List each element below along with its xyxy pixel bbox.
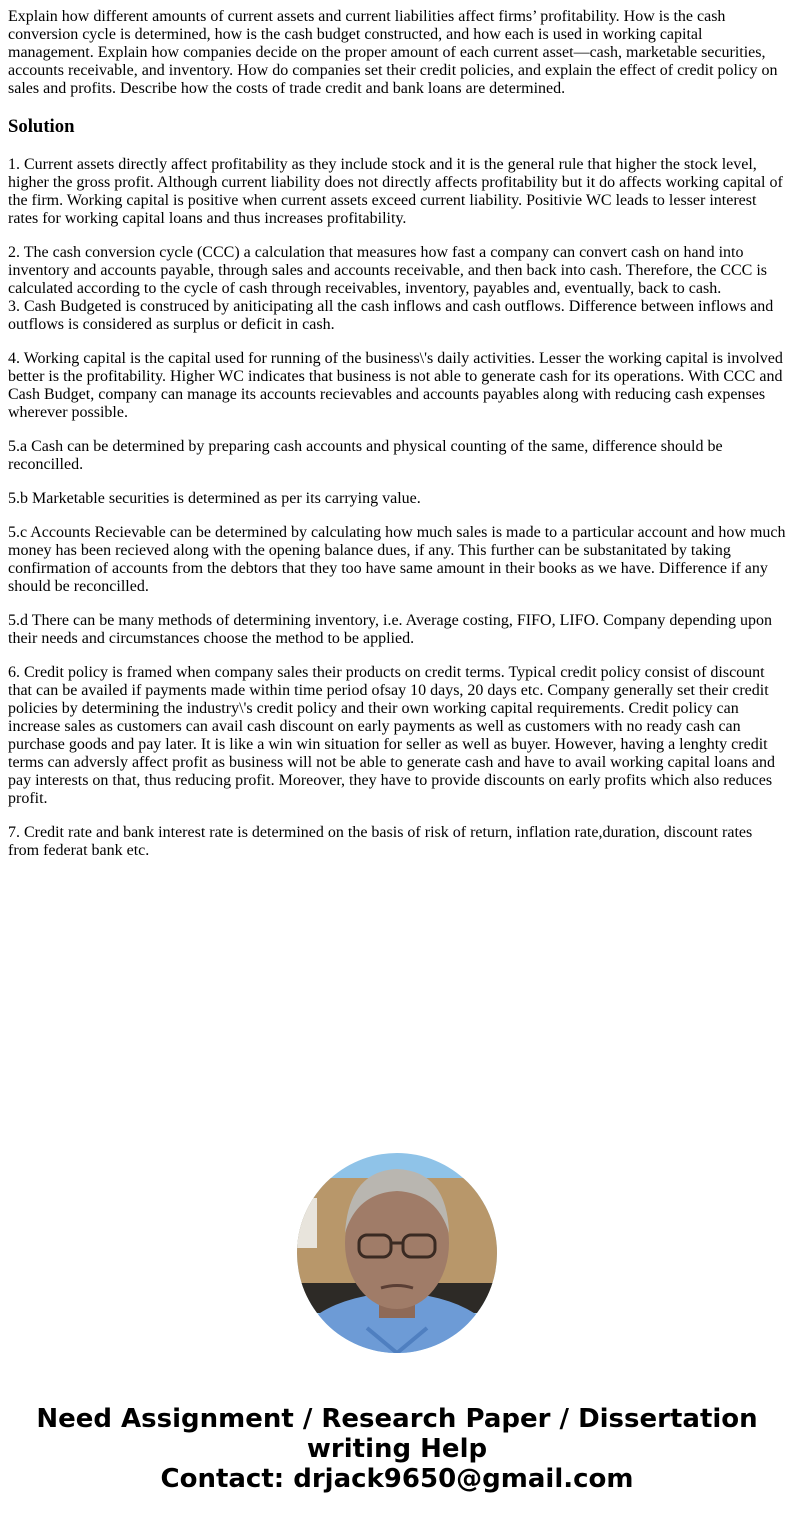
author-avatar: [297, 1153, 497, 1353]
promo-banner: [0, 1404, 794, 1494]
portrait-image: [297, 1153, 497, 1353]
solution-heading: Solution: [8, 116, 75, 137]
answer-paragraph-7: 7. Credit rate and bank interest rate is determined on the basis of risk of return, inflation rate,duration, discount rates from federat bank etc.: [8, 824, 753, 859]
promo-line-1: Need Assignment / Research Paper / Dissertation: [36, 1404, 758, 1434]
answer-paragraph-5c: 5.c Accounts Recievable can be determined by calculating how much sales is made to a particular account and how much money has been recieved along with the opening balance dues, if any. This further can be substanitated by taking confirmation of accounts from the debtors that they too have same amount in their books as we have. Difference if any should be reconcilled.: [8, 524, 786, 595]
promo-contact: Contact: drjack9650@gmail.com: [160, 1464, 634, 1494]
answer-paragraph-6: 6. Credit policy is framed when company sales their products on credit terms. Typical credit policy consist of discount that can be availed if payments made within time period ofsay 10 days, 20 days etc. Company generally set their credit policies by determining the industry\'s credit policy and their own working capital requirements. Credit policy can increase sales as customers can avail cash discount on early payments as well as customers with no ready cash can purchase goods and pay later. It is like a win win situation for seller as well as buyer. However, having a lenghty credit terms can adversly affect profit as business will not be able to generate cash and have to avail working capital loans and pay interests on that, thus reducing profit. Moreover, they have to provide discounts on early profits which also reduces profit.: [8, 664, 775, 807]
answer-paragraph-3: 3. Cash Budgeted is construced by aniticipating all the cash inflows and cash outflows. Difference between inflows and outflows is considered as surplus or deficit in cash.: [8, 298, 774, 333]
promo-line-2: writing Help: [306, 1434, 488, 1464]
answer-paragraph-5a: 5.a Cash can be determined by preparing cash accounts and physical counting of the same, difference should be reconcilled.: [8, 438, 723, 473]
solution-body: [8, 156, 786, 860]
answer-paragraph-5d: 5.d There can be many methods of determining inventory, i.e. Average costing, FIFO, LIFO. Company depending upon their needs and circumstances choose the method to be applied.: [8, 612, 772, 647]
answer-paragraph-4: 4. Working capital is the capital used for running of the business\'s daily activities. Lesser the working capital is involved better is the profitability. Higher WC indicates that business is not able to generate cash for its operations. With CCC and Cash Budget, company can manage its accounts recievables and accounts payables along with reducing cash expenses wherever possible.: [8, 350, 783, 421]
answer-paragraph-5b: 5.b Marketable securities is determined as per its carrying value.: [8, 490, 421, 507]
answer-paragraph-2: 2. The cash conversion cycle (CCC) a calculation that measures how fast a company can convert cash on hand into inventory and accounts payable, through sales and accounts receivable, and then back into cash. Therefore, the CCC is calculated according to the cycle of cash through receivables, inventory, payables and, eventually, back to cash.: [8, 244, 768, 297]
answer-paragraph-1: 1. Current assets directly affect profitability as they include stock and it is the general rule that higher the stock level, higher the gross profit. Although current liability does not directly affects profitability but it do affects working capital of the firm. Working capital is positive when current assets exceed current liability. Positivie WC leads to lesser interest rates for working capital loans and thus increases profitability.: [8, 156, 783, 227]
question-text: Explain how different amounts of current assets and current liabilities affect firms’ profitability. How is the cash conversion cycle is determined, how is the cash budget constructed, and how each is used in working capital management. Explain how companies decide on the proper amount of each current asset—cash, marketable securities, accounts receivable, and inventory. How do companies set their credit policies, and explain the effect of credit policy on sales and profits. Describe how the costs of trade credit and bank loans are determined.: [8, 8, 778, 97]
